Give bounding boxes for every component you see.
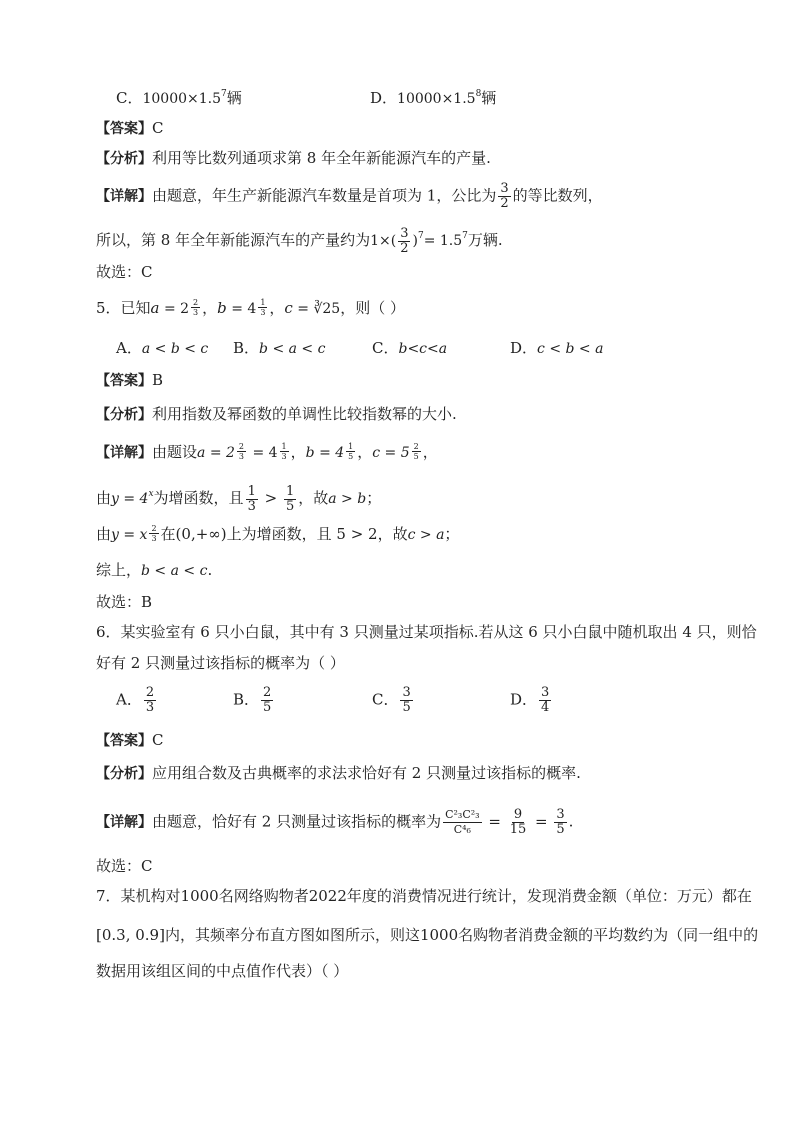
q5-line4 bbox=[96, 560, 212, 581]
detail-text: 由题意，恰好有 2 只测量过该指标的概率为 bbox=[152, 812, 442, 831]
option-value: 10000×1.5 bbox=[142, 91, 222, 107]
q5-option-d bbox=[510, 338, 603, 359]
frac-den: 3 bbox=[238, 452, 244, 461]
frac-den: 15 bbox=[509, 822, 527, 837]
q5-detail bbox=[96, 442, 438, 463]
frac-den: 2 bbox=[400, 240, 409, 256]
frac-num: 3 bbox=[541, 685, 550, 700]
exp-fraction bbox=[191, 298, 200, 317]
detail-text: 综上， bbox=[96, 561, 142, 579]
fraction bbox=[261, 686, 273, 715]
q5-choose bbox=[96, 592, 152, 612]
frac-num: 2 bbox=[263, 685, 272, 700]
detail-text: ，故 bbox=[298, 489, 329, 507]
q6-option-c bbox=[372, 686, 415, 715]
frac-den: 5 bbox=[285, 498, 295, 514]
q5-option-c bbox=[372, 338, 447, 359]
frac-num: 1 bbox=[260, 298, 266, 307]
frac-den: 5 bbox=[263, 700, 272, 715]
detail-text: 的等比数列， bbox=[512, 186, 603, 205]
sep: ， bbox=[202, 299, 218, 317]
q5-option-b bbox=[233, 338, 325, 359]
frac-num: 3 bbox=[500, 181, 509, 196]
exp-fraction bbox=[280, 442, 289, 461]
q4-analysis bbox=[96, 148, 491, 169]
frac-num: 1 bbox=[281, 442, 287, 451]
frac-num: 2 bbox=[413, 442, 419, 451]
frac-den: 3 bbox=[151, 534, 157, 543]
q7-stem-line1 bbox=[96, 886, 752, 906]
frac-den: 5 bbox=[348, 452, 354, 461]
var: c bbox=[284, 299, 293, 317]
answer-tag: 【答案】 bbox=[96, 373, 152, 389]
analysis-text: 应用组合数及古典概率的求法求恰好有 2 只测量过该指标的概率. bbox=[152, 764, 581, 782]
frac-den: 5 bbox=[556, 822, 565, 837]
fraction bbox=[400, 686, 412, 715]
frac-den: 3 bbox=[260, 308, 266, 317]
exp-fraction bbox=[346, 442, 355, 461]
fraction bbox=[508, 808, 529, 837]
frac-num: 2 bbox=[238, 442, 244, 451]
expr: > bbox=[259, 489, 282, 507]
expr: c = 5 bbox=[372, 445, 410, 461]
answer-tag: 【答案】 bbox=[96, 733, 152, 749]
sep: ， bbox=[422, 443, 438, 461]
fraction bbox=[284, 485, 296, 514]
option-label: B． bbox=[233, 339, 260, 357]
sep: . bbox=[207, 561, 213, 579]
expr: a > b bbox=[328, 491, 367, 507]
fraction bbox=[498, 182, 510, 211]
choose-text: 故选：C bbox=[96, 857, 153, 875]
var: a bbox=[150, 299, 160, 317]
detail-text: 为增函数，且 bbox=[153, 489, 244, 507]
q6-option-d bbox=[510, 686, 553, 715]
detail-text: 万辆. bbox=[467, 231, 503, 249]
frac-num: 2 bbox=[145, 685, 155, 700]
option-label: B． bbox=[233, 690, 260, 709]
exp-fraction bbox=[258, 298, 267, 317]
frac-num: 2 bbox=[151, 524, 157, 533]
frac-den: 3 bbox=[247, 498, 256, 514]
detail-tag: 【详解】 bbox=[96, 445, 152, 461]
exponent: x bbox=[148, 489, 154, 499]
q6-detail bbox=[96, 808, 573, 837]
stem-text: 好有 2 只测量过该指标的概率为（ ） bbox=[96, 654, 345, 672]
q4-option-c bbox=[116, 84, 242, 109]
expr: = 4 bbox=[248, 445, 278, 461]
option-label: A． bbox=[116, 339, 142, 357]
exp-fraction bbox=[149, 524, 158, 543]
stem-text: [0.3, 0.9]内，其频率分布直方图如图所示，则这1000名购物者消费金额的平均数约为（同一组中的 bbox=[96, 926, 759, 944]
fraction bbox=[554, 808, 566, 837]
option-exponent: 7 bbox=[221, 89, 227, 99]
q6-option-a bbox=[116, 686, 158, 715]
option-text: c < b < a bbox=[537, 341, 604, 357]
stem-text: 数据用该组区间的中点值作代表）（ ） bbox=[96, 962, 349, 980]
q4-answer bbox=[96, 118, 163, 139]
q4-option-d bbox=[370, 84, 496, 109]
q5-option-a bbox=[116, 338, 208, 359]
detail-tag: 【详解】 bbox=[96, 188, 152, 205]
stem-text: 6．某实验室有 6 只小白鼠，其中有 3 只测量过某项指标.若从这 6 只小白鼠中随机取出 4 只，则恰 bbox=[96, 623, 757, 641]
exponent: 7 bbox=[417, 231, 424, 241]
q5-stem bbox=[96, 298, 405, 319]
frac-den: 5 bbox=[413, 452, 419, 461]
exponent: 7 bbox=[462, 231, 468, 241]
option-text: b < a < c bbox=[259, 341, 326, 357]
answer-tag: 【答案】 bbox=[96, 121, 152, 137]
q5-line2 bbox=[96, 484, 381, 514]
frac-num: C²₃C²₃ bbox=[445, 808, 480, 821]
option-unit: 辆 bbox=[226, 89, 242, 107]
q4-detail bbox=[96, 182, 603, 211]
q7-stem-line3 bbox=[96, 961, 348, 981]
fraction bbox=[144, 686, 156, 715]
q6-answer bbox=[96, 730, 163, 751]
q6-stem-line1 bbox=[96, 622, 757, 642]
sep: . bbox=[568, 812, 574, 831]
expr: b = 4 bbox=[305, 445, 345, 461]
expr: b < a < c bbox=[141, 563, 208, 579]
option-label: D． bbox=[510, 690, 538, 709]
frac-den: C⁴₆ bbox=[453, 823, 471, 836]
analysis-tag: 【分析】 bbox=[96, 151, 152, 167]
frac-den: 2 bbox=[500, 196, 509, 211]
expr: = bbox=[483, 812, 506, 831]
expr: a = 2 bbox=[197, 445, 235, 461]
frac-num: 1 bbox=[247, 483, 256, 499]
option-unit: 辆 bbox=[481, 89, 497, 107]
option-label: C． bbox=[116, 89, 143, 107]
option-text: b<c<a bbox=[398, 341, 448, 357]
frac-num: 3 bbox=[400, 225, 409, 241]
q5-analysis bbox=[96, 404, 457, 425]
fraction bbox=[398, 227, 410, 256]
q5-line3 bbox=[96, 524, 459, 545]
exp-fraction bbox=[237, 442, 246, 461]
expr: y = x bbox=[111, 527, 148, 543]
answer-value: C bbox=[152, 731, 164, 749]
frac-den: 3 bbox=[281, 452, 287, 461]
frac-den: 5 bbox=[402, 700, 411, 715]
frac-den: 3 bbox=[145, 700, 155, 715]
expr: ) bbox=[412, 233, 418, 249]
stem-text: ，则（ ） bbox=[340, 299, 405, 317]
sep: ， bbox=[357, 443, 373, 461]
option-label: D． bbox=[370, 89, 398, 107]
fraction bbox=[443, 808, 481, 837]
analysis-tag: 【分析】 bbox=[96, 766, 152, 782]
expr: 1×( bbox=[370, 233, 397, 249]
option-label: D． bbox=[510, 339, 538, 357]
expr: = 1.5 bbox=[423, 233, 463, 249]
analysis-text: 利用指数及幂函数的单调性比较指数幂的大小. bbox=[152, 405, 457, 423]
detail-text: 由 bbox=[96, 489, 112, 507]
choose-text: 故选：C bbox=[96, 263, 153, 281]
q6-option-b bbox=[233, 686, 275, 715]
fraction bbox=[539, 686, 551, 715]
option-label: C． bbox=[372, 690, 399, 709]
detail-text: 由 bbox=[96, 525, 112, 543]
q6-choose bbox=[96, 856, 152, 876]
detail-text: 由题意，年生产新能源汽车数量是首项为 1，公比为 bbox=[152, 186, 497, 205]
frac-den: 4 bbox=[541, 700, 550, 715]
frac-num: 3 bbox=[402, 685, 411, 700]
expr: c > a bbox=[407, 527, 445, 543]
expr: = bbox=[530, 812, 553, 831]
answer-value: C bbox=[152, 119, 164, 137]
option-label: A． bbox=[116, 690, 142, 709]
option-value: 10000×1.5 bbox=[397, 91, 476, 107]
analysis-text: 利用等比数列通项求第 8 年全年新能源汽车的产量. bbox=[152, 149, 491, 167]
expr: = ∛25 bbox=[292, 301, 341, 317]
frac-num: 1 bbox=[285, 483, 295, 499]
analysis-tag: 【分析】 bbox=[96, 407, 152, 423]
option-exponent: 8 bbox=[475, 89, 482, 99]
detail-text: 在(0,+∞)上为增函数，且 5 > 2，故 bbox=[160, 525, 408, 543]
q4-choose bbox=[96, 262, 152, 282]
sep: ； bbox=[444, 525, 460, 543]
option-text: a < b < c bbox=[141, 341, 209, 357]
frac-num: 2 bbox=[193, 298, 199, 307]
detail-text: 由题设 bbox=[152, 443, 198, 461]
detail-tag: 【详解】 bbox=[96, 814, 152, 831]
sep: ； bbox=[366, 489, 382, 507]
q6-stem-line2 bbox=[96, 653, 345, 673]
q5-answer bbox=[96, 370, 163, 391]
fraction bbox=[246, 485, 258, 514]
expr: y = 4 bbox=[111, 491, 149, 507]
stem-text: 5．已知 bbox=[96, 299, 151, 317]
sep: ， bbox=[290, 443, 306, 461]
stem-text: 7．某机构对1000名网络购物者2022年度的消费情况进行统计，发现消费金额（单位：万元）都在 bbox=[96, 887, 752, 905]
frac-den: 3 bbox=[193, 308, 199, 317]
frac-num: 9 bbox=[513, 807, 523, 822]
choose-text: 故选：B bbox=[96, 593, 153, 611]
frac-num: 3 bbox=[556, 807, 565, 822]
expr: = 2 bbox=[159, 301, 190, 317]
q7-stem-line2 bbox=[96, 925, 758, 945]
option-label: C． bbox=[372, 339, 399, 357]
q6-analysis bbox=[96, 763, 581, 784]
answer-value: B bbox=[152, 371, 164, 389]
frac-num: 1 bbox=[348, 442, 354, 451]
var: b bbox=[217, 299, 227, 317]
sep: ， bbox=[269, 299, 285, 317]
expr: = 4 bbox=[226, 301, 257, 317]
q4-detail-line2 bbox=[96, 226, 503, 256]
exp-fraction bbox=[412, 442, 421, 461]
detail-text: 所以，第 8 年全年新能源汽车的产量约为 bbox=[96, 231, 371, 249]
